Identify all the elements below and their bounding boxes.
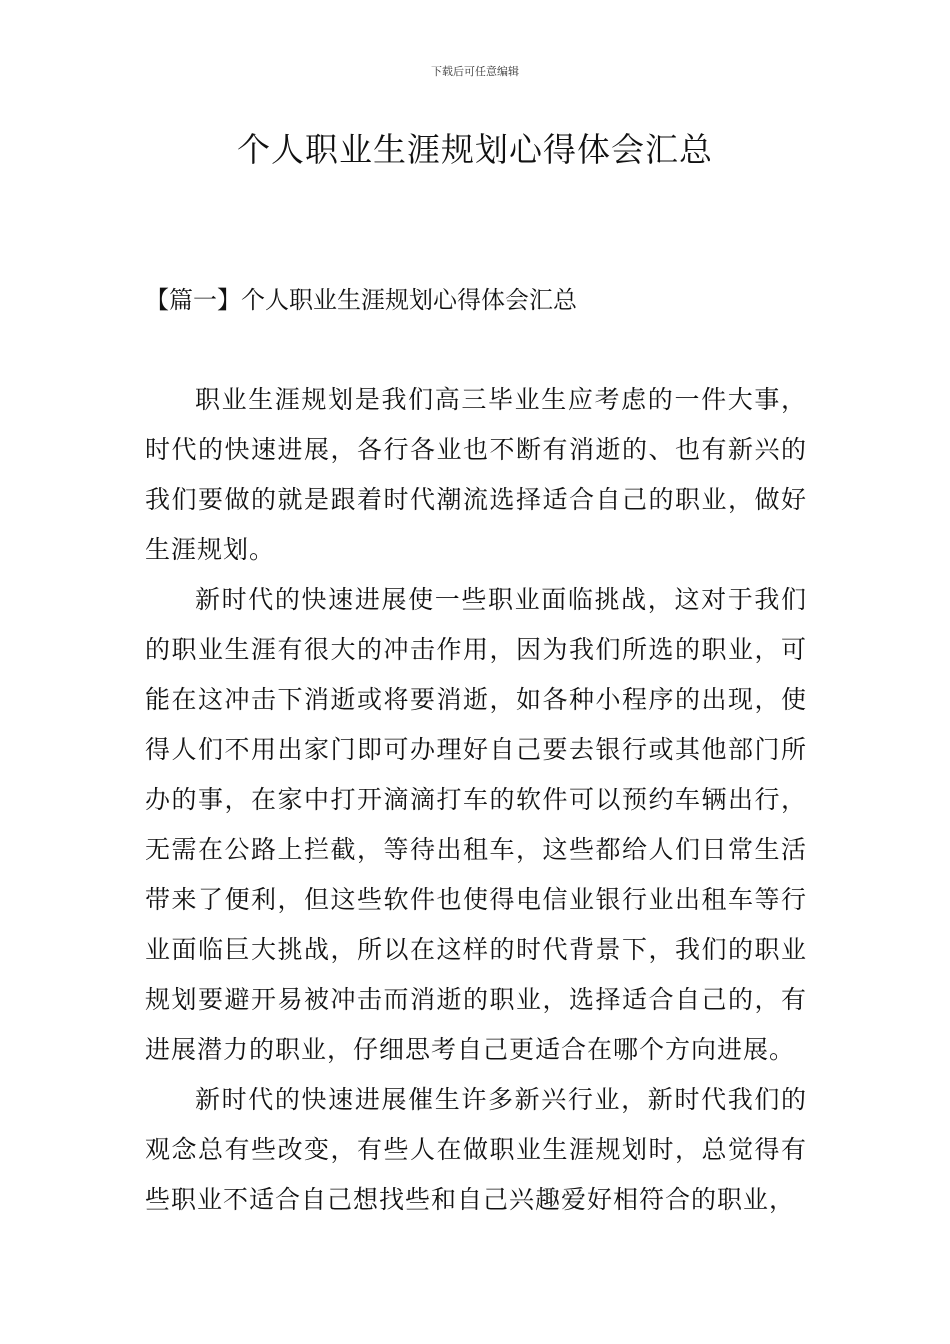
section-heading: 【篇一】个人职业生涯规划心得体会汇总 [145,286,577,314]
paragraph-3: 新时代的快速进展催生许多新兴行业，新时代我们的观念总有些改变，有些人在做职业生涯规划时，总觉得有些职业不适合自己想找些和自己兴趣爱好相符合的职业， [145,1085,807,1214]
document-body [145,375,807,1225]
paragraph-1: 职业生涯规划是我们高三毕业生应考虑的一件大事，时代的快速进展，各行各业也不断有消逝的、也有新兴的我们要做的就是跟着时代潮流选择适合自己的职业，做好生涯规划。 [145,385,807,564]
paragraph-2: 新时代的快速进展使一些职业面临挑战，这对于我们的职业生涯有很大的冲击作用，因为我们所选的职业，可能在这冲击下消逝或将要消逝，如各种小程序的出现，使得人们不用出家门即可办理好自己要去银行或其他部门所办的事，在家中打开滴滴打车的软件可以预约车辆出行，无需在公路上拦截，等待出租车，这些都给人们日常生活带来了便利，但这些软件也使得电信业银行业出租车等行业面临巨大挑战，所以在这样的时代背景下，我们的职业规划要避开易被冲击而消逝的职业，选择适合自己的，有进展潜力的职业，仔细思考自己更适合在哪个方向进展。 [145,585,807,1064]
document-title: 个人职业生涯规划心得体会汇总 [237,130,713,169]
header-note: 下载后可任意编辑 [431,65,519,78]
